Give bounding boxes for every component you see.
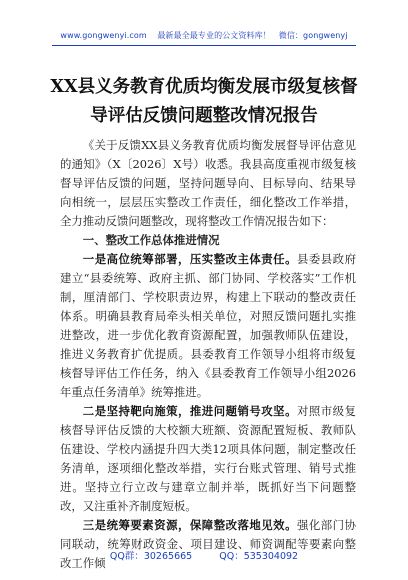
site-header xyxy=(0,30,408,41)
wechat-contact: 微信：gongwenyj xyxy=(278,31,348,40)
title-line-1: XX县义务教育优质均衡发展市级复核督 xyxy=(50,77,358,97)
document-title xyxy=(30,73,378,131)
site-footer xyxy=(0,548,408,562)
paragraph-1 xyxy=(60,250,356,402)
intro-paragraph: 《关于反馈XX县义务教育优质均衡发展督导评估意见的通知》（X〔2026〕X号）收悉。我县高度重视市级复核督导评估反馈的问题，坚持问题导向、目标导向、结果导向相统一，层层压实整改工作责任，细化整改工作举措，全力推动反馈问题整改，现将整改工作情况报告如下： xyxy=(60,138,356,228)
paragraph-1-lead: 一是高位统筹部署，压实整改主体责任。 xyxy=(82,252,297,266)
paragraph-3-text: 强化部门协同联动，统筹财政资金、项目建设、师资调配等要素向整改工作倾 xyxy=(60,518,356,570)
qq-group: QQ群：30265665 xyxy=(109,551,193,562)
paragraph-1-text: 县委县政府建立“县委统筹、政府主抓、部门协同、学校落实”工作机制，厘清部门、学校职责边界，构建上下联动的整改责任体系。明确县教育局牵头相关单位，对照反馈问题扎实推进整改，进一步优化教育资源配置，加强教师队伍建设，推进义务教育扩优提质。县委教育工作领导小组将市级复核督导评估工作任务，纳入《县委教育工作领导小组2026年重点任务清单》统筹推进。 xyxy=(60,252,356,399)
site-slogan: 最新最全最专业的公文资料库！ xyxy=(157,31,271,40)
title-line-2: 导评估反馈问题整改情况报告 xyxy=(90,106,318,126)
section-heading-1: 一、整改工作总体推进情况 xyxy=(82,233,220,247)
paragraph-2-text: 对照市级复核督导评估反馈的大校额大班额、资源配置短板、教师队伍建设、学校内涵提升四大类12项具体问题，制定整改任务清单，逐项细化整改举措，实行台账式管理、销号式推进。坚持立行立改与建章立制并举，既抓好当下问题整改，又注重补齐制度短板。 xyxy=(60,404,356,513)
qq-contact: QQ：535304092 xyxy=(219,551,299,562)
site-url[interactable]: www.gongwenyi.com xyxy=(60,31,147,40)
paragraph-2-lead: 二是坚持靶向施策，推进问题销号攻坚。 xyxy=(82,404,297,418)
paragraph-2 xyxy=(60,402,356,516)
paragraph-3-lead: 三是统筹要素资源，保障整改落地见效。 xyxy=(82,518,297,532)
document-body xyxy=(60,136,356,573)
paragraph-3 xyxy=(60,516,356,573)
header-divider xyxy=(52,45,356,46)
